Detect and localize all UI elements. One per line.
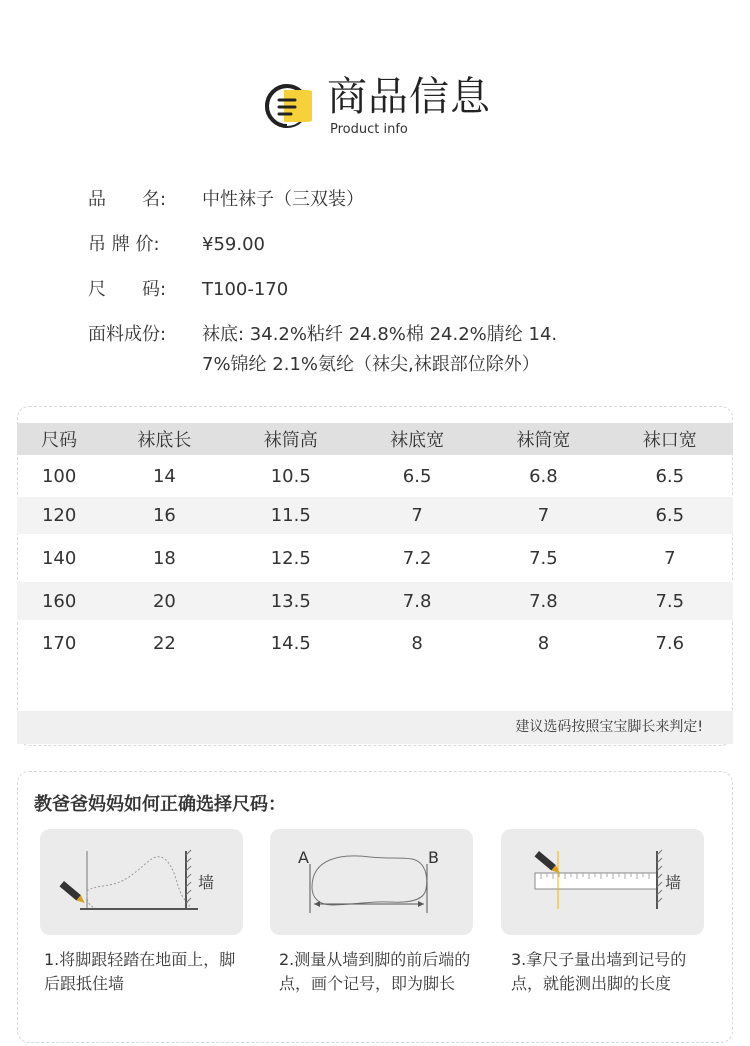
table-cell: 7.5 — [607, 582, 733, 620]
column-header: 袜筒高 — [228, 423, 354, 455]
table-cell: 6.5 — [402, 465, 432, 487]
section-header — [0, 66, 750, 146]
table-cell: 22 — [152, 633, 176, 654]
column-header: 袜口宽 — [607, 423, 733, 455]
wall-label: 墙 — [198, 873, 215, 892]
info-label: 面料成份: — [88, 324, 167, 345]
table-cell: 7 — [664, 547, 676, 569]
table-cell: 11.5 — [228, 497, 354, 534]
table-cell: 20 — [101, 582, 227, 620]
table-cell: 100 — [41, 465, 77, 487]
column-header: 袜筒宽 — [480, 423, 606, 455]
info-value: ¥59.00 — [202, 234, 265, 255]
ruler-pen-icon — [501, 829, 704, 935]
foot-outline-measure-icon — [270, 829, 473, 935]
table-cell: 14 — [152, 465, 176, 487]
info-value-line: 7%锦纶 2.1%氨纶（袜尖,袜跟部位除外） — [202, 354, 540, 375]
step-2-text: 2.测量从墙到脚的前后端的点，画个记号，即为脚长 — [279, 950, 471, 993]
product-info — [88, 185, 668, 380]
table-cell: 8 — [537, 633, 550, 654]
table-cell: 13.5 — [228, 582, 354, 620]
info-label: 品 名: — [88, 189, 167, 210]
wall-label: 墙 — [665, 873, 682, 892]
column-header: 尺码 — [17, 423, 101, 455]
table-cell: 170 — [41, 633, 77, 654]
table-header-row — [17, 423, 733, 455]
info-value-line: 袜底: 34.2%粘纤 24.8%棉 24.2%腈纶 14. — [202, 324, 558, 345]
step-3-illustration — [501, 829, 704, 935]
section-title: 商品信息 — [327, 74, 491, 120]
info-row-name — [88, 185, 668, 230]
info-label: 吊 牌 价: — [88, 234, 160, 255]
table-cell: 6.5 — [607, 497, 733, 534]
info-value — [202, 320, 652, 380]
info-label: 尺 码: — [88, 279, 167, 300]
table-cell: 7 — [480, 497, 606, 534]
table-cell: 7.8 — [354, 582, 480, 620]
table-cell: 10.5 — [270, 465, 311, 487]
table-row — [17, 534, 733, 582]
info-value: 中性袜子（三双装） — [202, 189, 364, 210]
step-3-text: 3.拿尺子量出墙到记号的点，就能测出脚的长度 — [511, 950, 687, 993]
table-cell: 7.2 — [402, 547, 432, 569]
table-cell: 16 — [101, 497, 227, 534]
table-cell: 120 — [17, 497, 101, 534]
table-row — [17, 455, 733, 497]
table-cell: 8 — [411, 633, 423, 654]
point-a-label: A — [298, 848, 309, 867]
section-subtitle: Product info — [330, 122, 408, 137]
table-cell: 7.5 — [529, 547, 558, 569]
table-row — [17, 497, 733, 534]
table-cell: 6.5 — [655, 465, 685, 487]
column-header: 袜底宽 — [354, 423, 480, 455]
info-value: T100-170 — [202, 279, 289, 300]
table-cell: 7 — [354, 497, 480, 534]
table-cell: 7.8 — [480, 582, 606, 620]
foot-against-wall-icon — [40, 829, 243, 935]
info-row-size — [88, 275, 668, 320]
table-row — [17, 582, 733, 620]
table-cell: 7.6 — [655, 633, 685, 654]
document-lines-icon — [262, 82, 312, 130]
size-advice-note: 建议选码按照宝宝脚长来判定! — [17, 711, 733, 744]
table-row — [17, 620, 733, 667]
table-cell: 6.8 — [529, 465, 558, 487]
table-cell: 18 — [152, 547, 176, 569]
table-cell: 12.5 — [270, 547, 311, 569]
table-cell: 160 — [17, 582, 101, 620]
info-row-material — [88, 320, 668, 380]
info-row-price — [88, 230, 668, 275]
point-b-label: B — [428, 848, 439, 867]
step-1-illustration — [40, 829, 243, 935]
size-table — [17, 423, 733, 667]
step-1-text: 1.将脚跟轻踏在地面上，脚后跟抵住墙 — [44, 950, 236, 993]
column-header: 袜底长 — [101, 423, 227, 455]
guide-title: 教爸爸妈妈如何正确选择尺码： — [34, 794, 286, 815]
table-cell: 140 — [41, 547, 77, 569]
step-2-illustration — [270, 829, 473, 935]
table-cell: 14.5 — [270, 633, 311, 654]
